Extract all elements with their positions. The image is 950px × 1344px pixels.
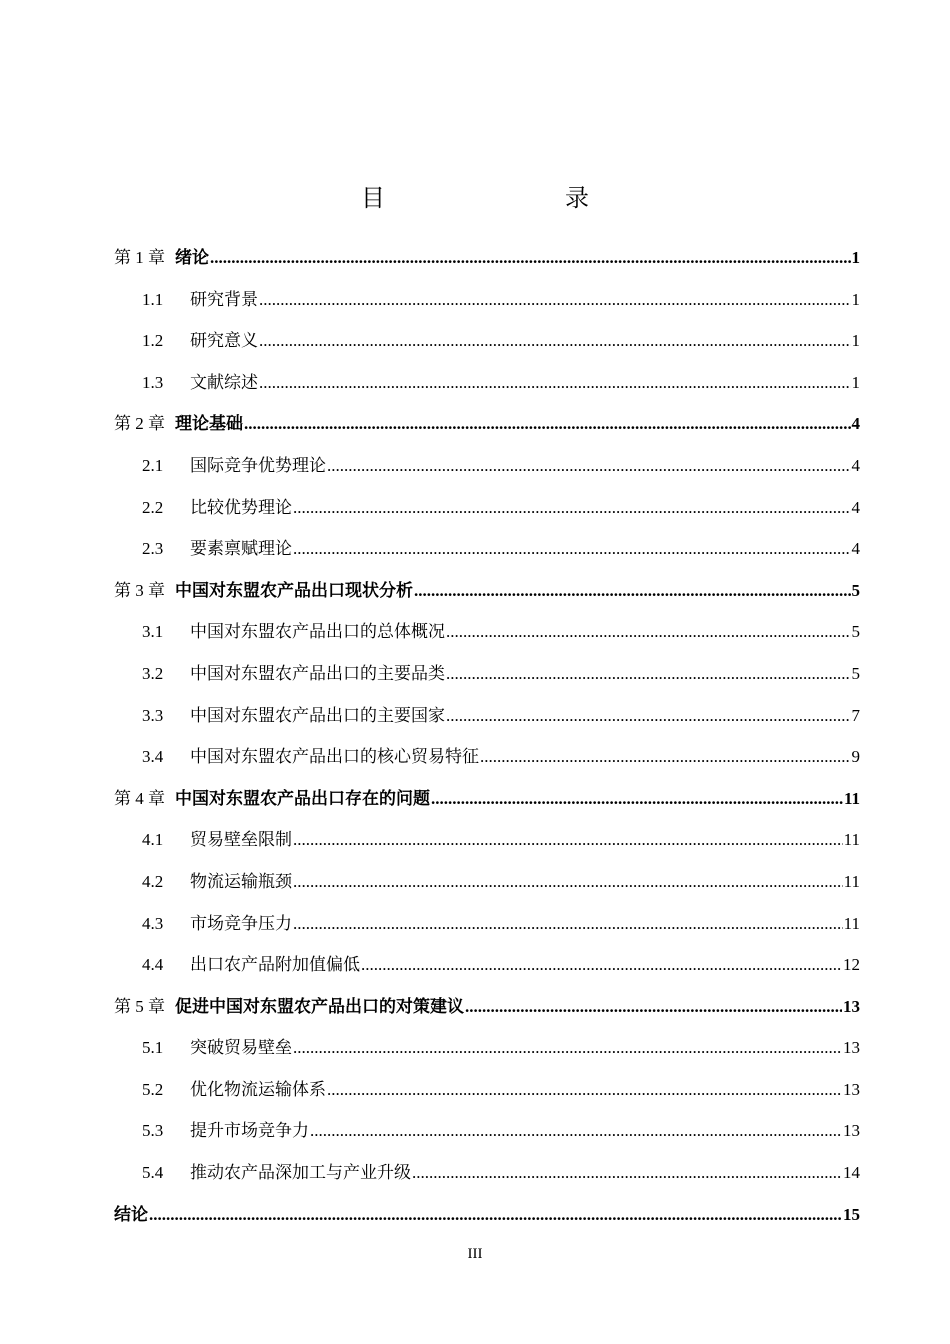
toc-entry-number: 2.2	[142, 497, 164, 517]
dot-leader	[259, 362, 851, 404]
toc-entry-number: 第 3 章	[114, 580, 165, 600]
toc-entry-label: 中国对东盟农产品出口的核心贸易特征	[190, 747, 479, 768]
toc-entry-label: 研究背景	[190, 289, 258, 310]
toc-chapter-entry[interactable]	[114, 570, 860, 612]
toc-entry-page-number: 11	[843, 913, 860, 933]
toc-entry-label: 物流运输瓶颈	[190, 871, 292, 892]
toc-entry-page-number: 1	[851, 248, 860, 267]
toc-entry-label: 促进中国对东盟农产品出口的对策建议	[175, 996, 464, 1017]
toc-section-entry[interactable]	[114, 819, 860, 861]
toc-entry-label: 优化物流运输体系	[190, 1079, 326, 1100]
toc-entry-page-number: 15	[843, 1204, 860, 1224]
toc-entry-page-number: 13	[843, 1079, 860, 1099]
dot-leader	[210, 237, 851, 279]
toc-entry-number: 5.4	[142, 1163, 164, 1183]
page-number: III	[467, 1246, 483, 1262]
toc-entry-number: 3.1	[142, 622, 164, 642]
toc-entry-number: 第 1 章	[114, 248, 165, 267]
toc-entry-number: 1.1	[142, 289, 164, 309]
dot-leader	[480, 736, 851, 778]
dot-leader	[446, 611, 851, 653]
toc-entry-number: 第 2 章	[114, 414, 165, 434]
toc-entry-number: 3.4	[142, 747, 164, 767]
toc-entry-number: 2.3	[142, 539, 164, 559]
toc-entry-page-number: 13	[843, 1038, 860, 1058]
toc-section-entry[interactable]	[114, 944, 860, 986]
toc-entry-number: 5.2	[142, 1079, 164, 1099]
toc-entry-page-number: 11	[843, 871, 860, 891]
toc-entry-number: 4.3	[142, 913, 164, 933]
toc-section-entry[interactable]	[114, 736, 860, 778]
toc-entry-label: 贸易壁垒限制	[190, 830, 292, 851]
toc-section-entry[interactable]	[114, 362, 860, 404]
toc-entry-label: 中国对东盟农产品出口现状分析	[175, 580, 413, 601]
dot-leader	[293, 487, 851, 529]
toc-entry-page-number: 4	[851, 455, 860, 475]
toc-section-entry[interactable]	[114, 279, 860, 321]
toc-entry-page-number: 14	[843, 1163, 860, 1183]
toc-entry-page-number: 9	[851, 747, 860, 767]
toc-entry-number: 4.4	[142, 955, 164, 975]
dot-leader	[293, 861, 843, 903]
toc-title: 目 录	[361, 184, 633, 212]
toc-entry-page-number: 1	[851, 331, 860, 351]
dot-leader	[310, 1110, 842, 1152]
toc-section-entry[interactable]	[114, 695, 860, 737]
toc-entry-label: 出口农产品附加值偏低	[190, 955, 360, 976]
toc-section-entry[interactable]	[114, 1069, 860, 1111]
dot-leader	[414, 570, 851, 612]
toc-entry-page-number: 4	[851, 497, 860, 517]
dot-leader	[446, 695, 851, 737]
dot-leader	[446, 653, 851, 695]
toc-entry-label: 要素禀赋理论	[190, 539, 292, 560]
toc-chapter-entry[interactable]	[114, 237, 860, 279]
toc-entry-label: 文献综述	[190, 372, 258, 393]
toc-section-entry[interactable]	[114, 320, 860, 362]
toc-entry-page-number: 12	[843, 955, 860, 975]
dot-leader	[149, 1194, 842, 1236]
toc-entry-label: 中国对东盟农产品出口的主要国家	[190, 705, 445, 726]
dot-leader	[293, 528, 851, 570]
dot-leader	[293, 819, 843, 861]
dot-leader	[327, 1069, 842, 1111]
dot-leader	[293, 903, 843, 945]
toc-section-entry[interactable]	[114, 653, 860, 695]
toc-entry-page-number: 4	[851, 414, 860, 434]
toc-entry-number: 4.2	[142, 871, 164, 891]
toc-entry-number: 第 4 章	[114, 788, 165, 808]
dot-leader	[412, 1152, 842, 1194]
toc-section-entry[interactable]	[114, 1027, 860, 1069]
toc-chapter-entry[interactable]	[114, 1194, 860, 1236]
toc-entry-number: 1.2	[142, 331, 164, 351]
toc-entry-label: 绪论	[175, 248, 209, 268]
dot-leader	[465, 986, 842, 1028]
toc-entry-label: 结论	[114, 1204, 148, 1225]
toc-section-entry[interactable]	[114, 528, 860, 570]
toc-entry-label: 推动农产品深加工与产业升级	[190, 1163, 411, 1184]
toc-section-entry[interactable]	[114, 1110, 860, 1152]
toc-section-entry[interactable]	[114, 1152, 860, 1194]
toc-entry-label: 市场竞争压力	[190, 913, 292, 934]
toc-section-entry[interactable]	[114, 445, 860, 487]
toc-entry-page-number: 5	[851, 663, 860, 683]
toc-entry-number: 5.3	[142, 1121, 164, 1141]
toc-entry-page-number: 13	[843, 996, 860, 1016]
toc-section-entry[interactable]	[114, 487, 860, 529]
toc-chapter-entry[interactable]	[114, 986, 860, 1028]
dot-leader	[327, 445, 851, 487]
toc-entry-number: 2.1	[142, 455, 164, 475]
toc-entry-page-number: 1	[851, 372, 860, 392]
dot-leader	[431, 778, 843, 820]
toc-entry-page-number: 4	[851, 539, 860, 559]
toc-entry-label: 突破贸易壁垒	[190, 1038, 292, 1059]
dot-leader	[293, 1027, 842, 1069]
toc-entry-page-number: 11	[843, 788, 860, 808]
dot-leader	[259, 320, 851, 362]
toc-entry-label: 中国对东盟农产品出口存在的问题	[175, 788, 430, 809]
dot-leader	[259, 279, 851, 321]
table-of-contents	[114, 237, 860, 1235]
toc-entry-label: 研究意义	[190, 331, 258, 352]
toc-entry-page-number: 5	[851, 622, 860, 642]
toc-section-entry[interactable]	[114, 861, 860, 903]
toc-entry-label: 中国对东盟农产品出口的总体概况	[190, 622, 445, 643]
toc-entry-page-number: 1	[851, 289, 860, 309]
toc-chapter-entry[interactable]	[114, 778, 860, 820]
toc-entry-page-number: 5	[851, 580, 860, 600]
toc-section-entry[interactable]	[114, 903, 860, 945]
toc-entry-label: 理论基础	[175, 414, 243, 435]
toc-entry-page-number: 13	[843, 1121, 860, 1141]
toc-chapter-entry[interactable]	[114, 403, 860, 445]
dot-leader	[244, 403, 851, 445]
toc-entry-number: 4.1	[142, 830, 164, 850]
toc-section-entry[interactable]	[114, 611, 860, 653]
toc-entry-label: 中国对东盟农产品出口的主要品类	[190, 663, 445, 684]
dot-leader	[361, 944, 842, 986]
toc-entry-page-number: 7	[851, 705, 860, 725]
toc-entry-label: 比较优势理论	[190, 497, 292, 518]
toc-entry-number: 第 5 章	[114, 996, 165, 1016]
toc-entry-label: 提升市场竞争力	[190, 1121, 309, 1142]
toc-entry-number: 3.3	[142, 705, 164, 725]
toc-entry-page-number: 11	[843, 830, 860, 850]
toc-entry-label: 国际竞争优势理论	[190, 455, 326, 476]
toc-entry-number: 1.3	[142, 372, 164, 392]
toc-entry-number: 5.1	[142, 1038, 164, 1058]
toc-entry-number: 3.2	[142, 663, 164, 683]
